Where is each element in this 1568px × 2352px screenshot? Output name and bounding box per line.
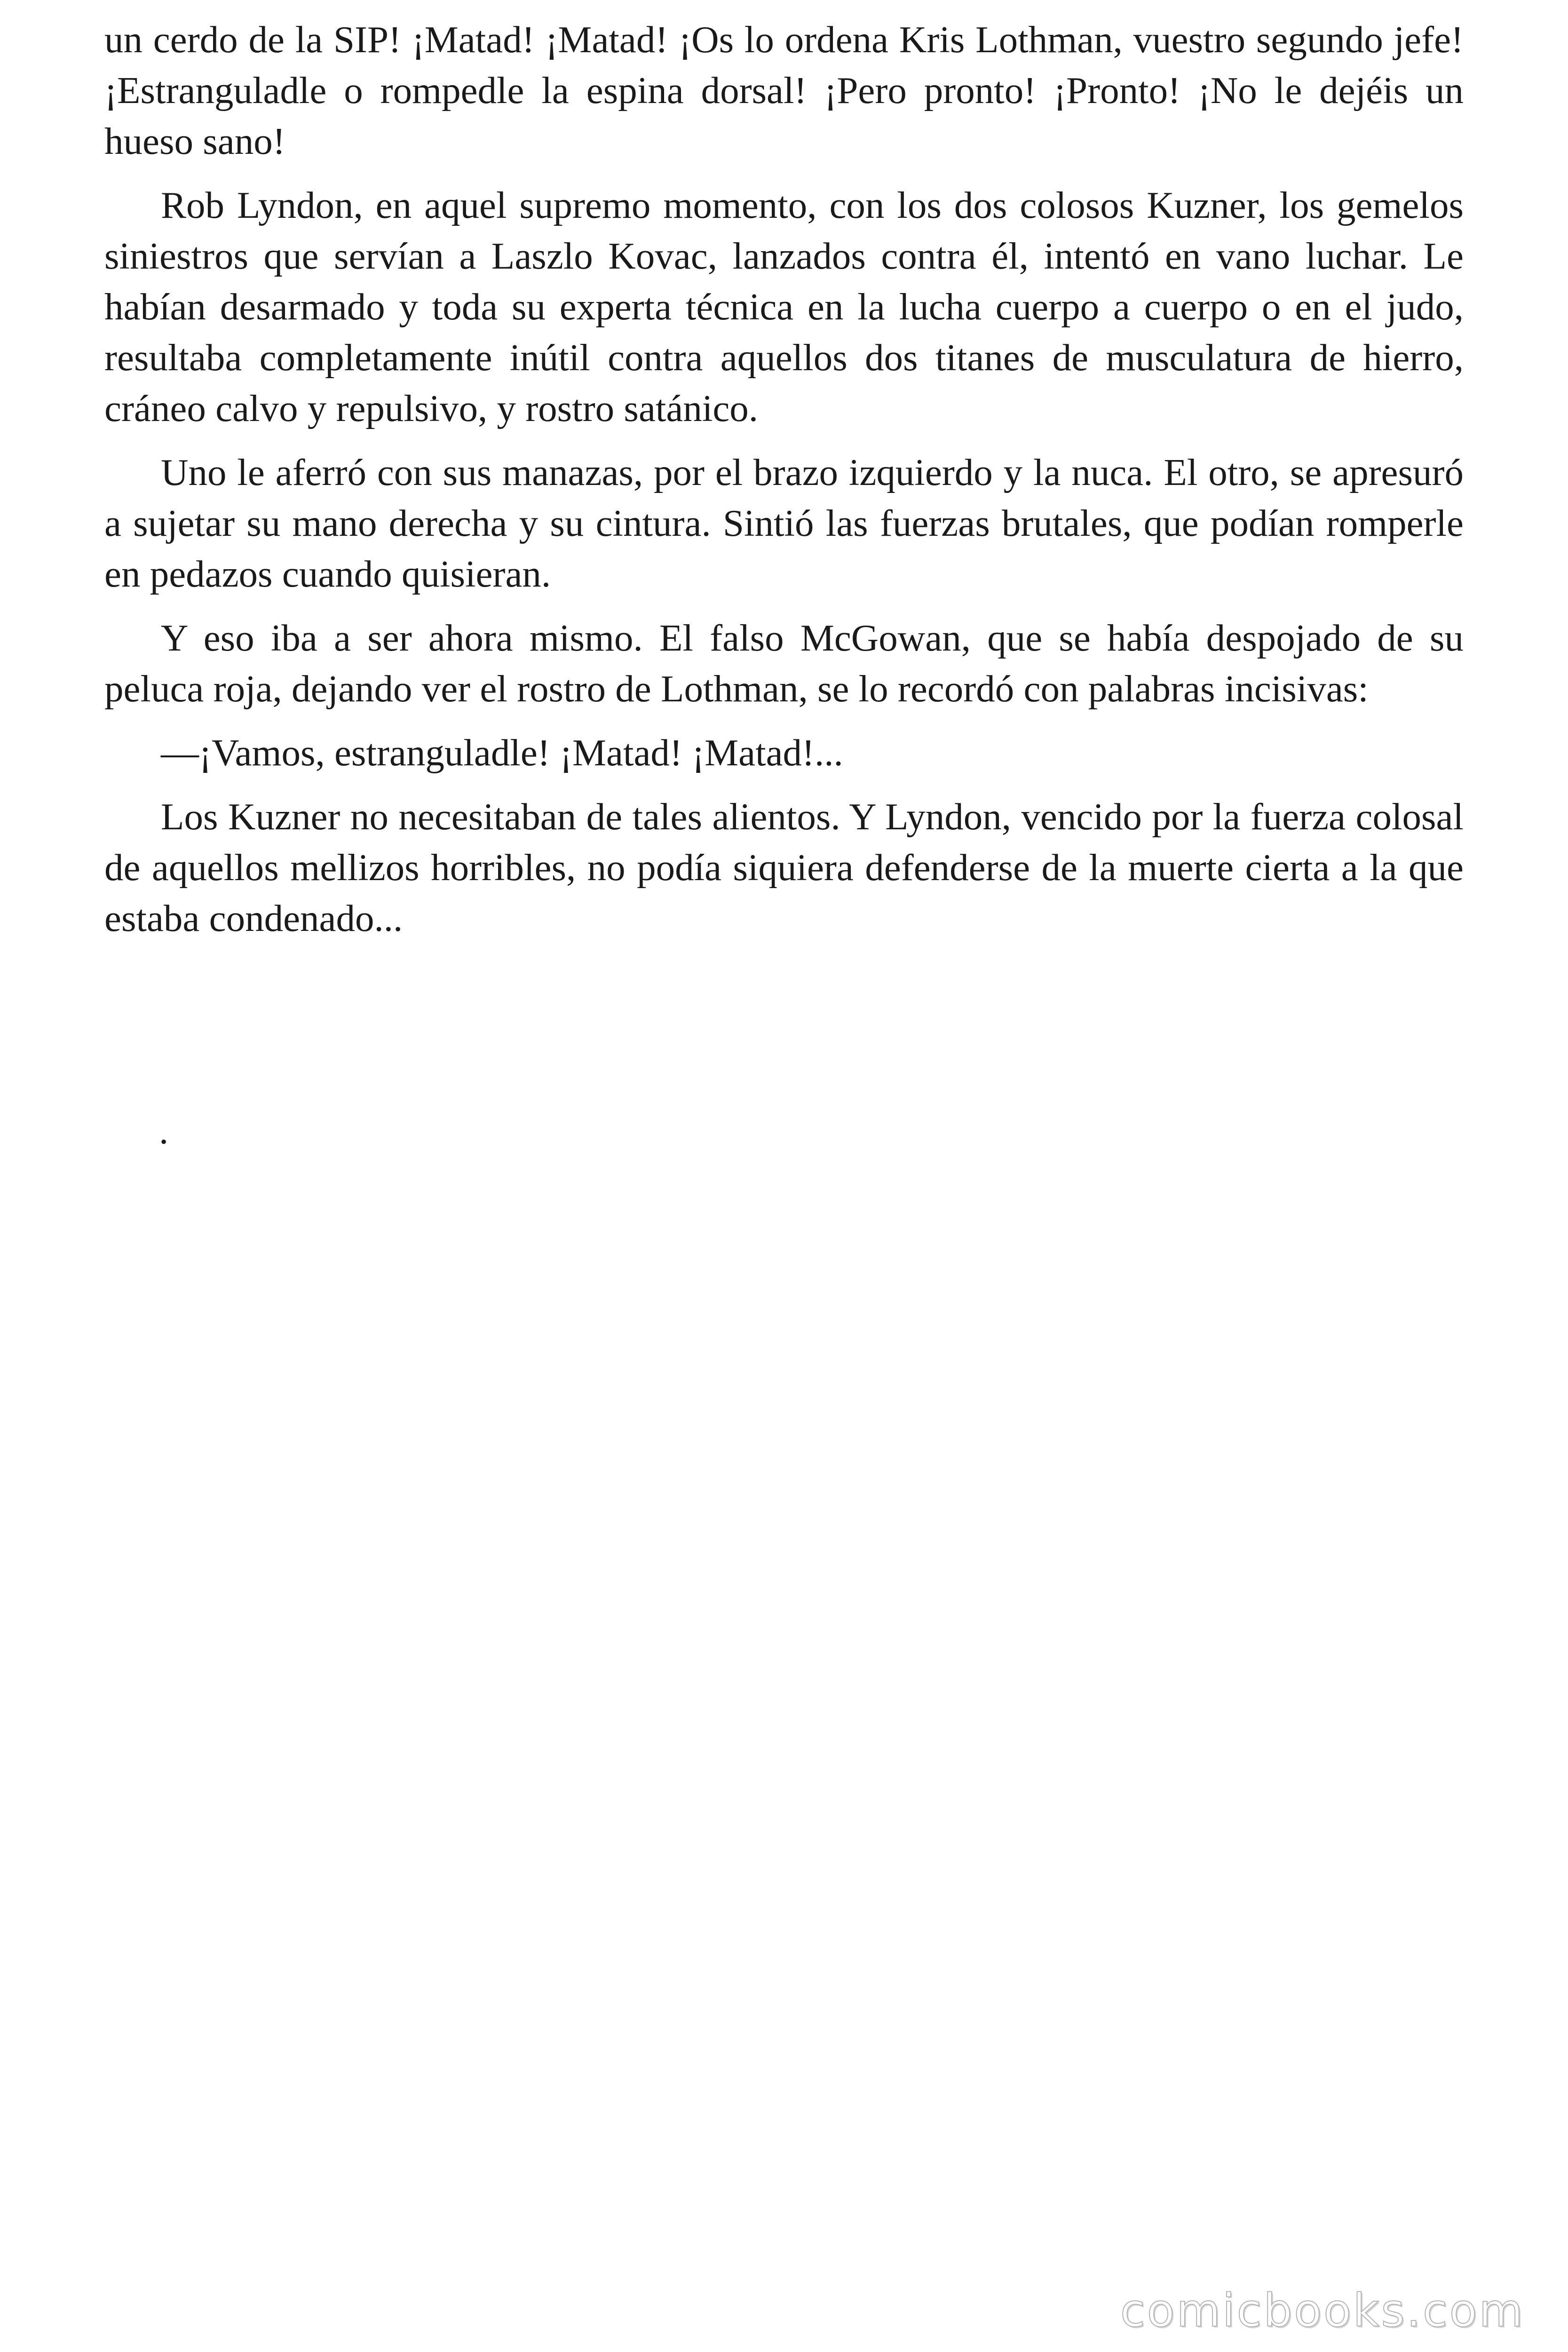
paragraph-1: un cerdo de la SIP! ¡Matad! ¡Matad! ¡Os lo ordena Kris Lothman, vuestro segundo jefe! ¡Estranguladle o rompedle la espina dorsal! ¡Pero pronto! ¡Pronto! ¡No le dejéis un hueso sano! bbox=[104, 18, 1464, 162]
end-mark: . bbox=[159, 1110, 169, 1152]
paragraph-5: —¡Vamos, estranguladle! ¡Matad! ¡Matad!... bbox=[161, 731, 843, 774]
paragraph-6: Los Kuzner no necesitaban de tales alientos. Y Lyndon, vencido por la fuerza colosal de aquellos mellizos horribles, no podía siquiera defenderse de la muerte cierta a la que estaba condenado... bbox=[104, 795, 1464, 939]
paragraph-2: Rob Lyndon, en aquel supremo momento, con los dos colosos Kuzner, los gemelos siniestros que servían a Laszlo Kovac, lanzados contra él, intentó en vano luchar. Le habían desarmado y toda su experta técnica en la lucha cuerpo a cuerpo o en el judo, resultaba completamente inútil contra aquellos dos titanes de musculatura de hierro, cráneo calvo y repulsivo, y rostro satánico. bbox=[104, 184, 1464, 429]
paragraph-3: Uno le aferró con sus manazas, por el brazo izquierdo y la nuca. El otro, se apresuró a sujetar su mano derecha y su cintura. Sintió las fuerzas brutales, que podían romperle en pedazos cuando quisieran. bbox=[104, 451, 1464, 595]
body-text bbox=[104, 14, 1464, 957]
watermark: comicbooks.com bbox=[1120, 2284, 1525, 2337]
paragraph-4: Y eso iba a ser ahora mismo. El falso McGowan, que se había despojado de su peluca roja, dejando ver el rostro de Lothman, se lo recordó con palabras incisivas: bbox=[104, 617, 1464, 710]
